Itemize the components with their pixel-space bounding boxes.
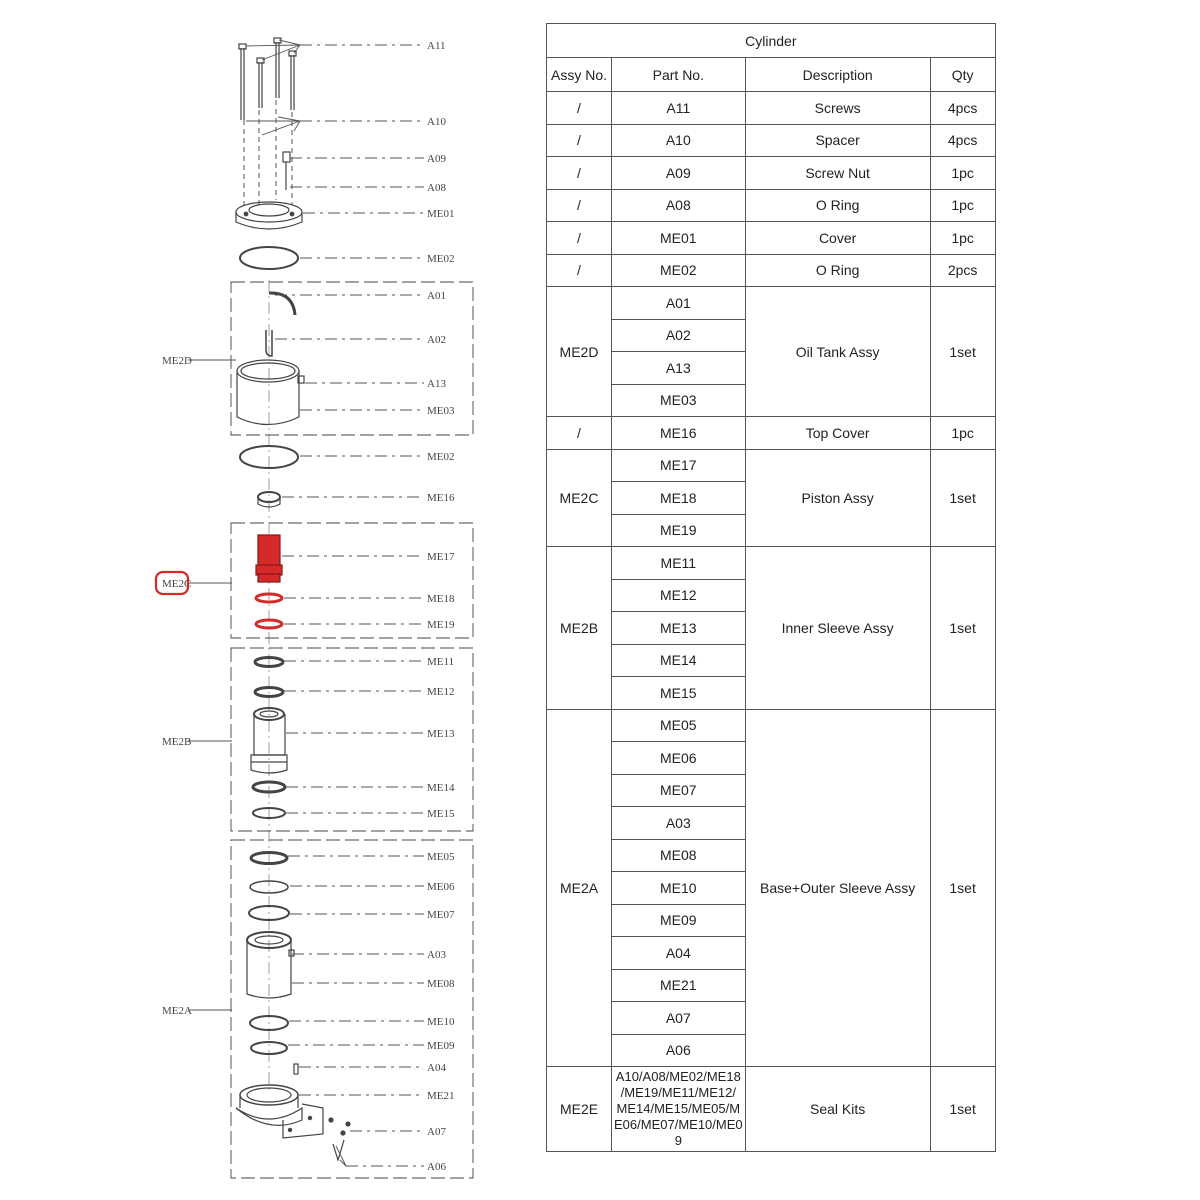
cell-assy: /: [547, 92, 612, 125]
exploded-diagram: [0, 0, 520, 1200]
cell-qty: 1set: [930, 449, 995, 547]
oil-tank-part: [237, 360, 304, 425]
callout-label: ME13: [427, 728, 455, 740]
table-title: Cylinder: [547, 24, 996, 58]
cell-desc: Base+Outer Sleeve Assy: [745, 709, 930, 1067]
table-row: [547, 92, 996, 125]
cell-assy: /: [547, 222, 612, 255]
cell-desc: Piston Assy: [745, 449, 930, 547]
cell-part: A13: [612, 352, 746, 385]
cell-part: ME14: [612, 644, 746, 677]
header-assy: Assy No.: [547, 58, 612, 92]
cell-desc: Screws: [745, 92, 930, 125]
cell-part: A07: [612, 1002, 746, 1035]
piston-part: [256, 535, 282, 582]
callout-label: ME16: [427, 492, 455, 504]
cell-part: A04: [612, 937, 746, 970]
cell-part: ME13: [612, 612, 746, 645]
callout-label: ME14: [427, 782, 455, 794]
cell-part: ME21: [612, 969, 746, 1002]
cell-assy: ME2D: [547, 287, 612, 417]
callout-label: ME02: [427, 451, 455, 463]
cell-assy: /: [547, 189, 612, 222]
seal-kit-line: E06/ME07/ME10/ME0: [614, 1117, 743, 1132]
cell-desc: Inner Sleeve Assy: [745, 547, 930, 710]
cell-assy: /: [547, 157, 612, 190]
cell-part: ME19: [612, 514, 746, 547]
table-row: [547, 417, 996, 450]
group-label-me2a: ME2A: [162, 1005, 192, 1017]
cell-part: ME05: [612, 709, 746, 742]
cell-part: ME15: [612, 677, 746, 710]
callout-label: A02: [427, 334, 446, 346]
table-row: [547, 709, 996, 742]
callout-label: ME15: [427, 808, 455, 820]
cell-qty: 1pc: [930, 189, 995, 222]
callout-label: A10: [427, 116, 446, 128]
callout-label: A03: [427, 949, 446, 961]
cell-assy: /: [547, 417, 612, 450]
cell-part: ME18: [612, 482, 746, 515]
callout-label: ME02: [427, 253, 455, 265]
table-row: [547, 449, 996, 482]
cell-assy: ME2C: [547, 449, 612, 547]
cell-part: ME06: [612, 742, 746, 775]
cell-part: A06: [612, 1034, 746, 1067]
cell-part: A10: [612, 124, 746, 157]
base-part: [236, 1085, 323, 1138]
cell-part: ME02: [612, 254, 746, 287]
cell-qty: 1set: [930, 547, 995, 710]
header-desc: Description: [745, 58, 930, 92]
inner-sleeve-part: [251, 708, 287, 773]
callout-label: ME09: [427, 1040, 455, 1052]
cell-part: A11: [612, 92, 746, 125]
cell-desc: Oil Tank Assy: [745, 287, 930, 417]
table-row: [547, 157, 996, 190]
cell-part: A02: [612, 319, 746, 352]
cell-part: ME11: [612, 547, 746, 580]
cell-qty: 1pc: [930, 157, 995, 190]
parts-table: [546, 23, 996, 1152]
table-row: [547, 222, 996, 255]
callout-label: ME19: [427, 619, 455, 631]
cell-desc: Spacer: [745, 124, 930, 157]
group-label-me2c: ME2C: [162, 578, 192, 590]
callout-label: ME03: [427, 405, 455, 417]
callout-label: A13: [427, 378, 446, 390]
cell-qty: 1set: [930, 1067, 995, 1152]
callout-label: ME18: [427, 593, 455, 605]
callout-label: A11: [427, 40, 446, 52]
cell-assy: ME2A: [547, 709, 612, 1067]
cell-desc: O Ring: [745, 254, 930, 287]
table-row: [547, 254, 996, 287]
cell-part: ME08: [612, 839, 746, 872]
callout-label: ME08: [427, 978, 455, 990]
cell-assy: ME2B: [547, 547, 612, 710]
callout-label: A09: [427, 153, 446, 165]
cell-desc: Cover: [745, 222, 930, 255]
callout-label: A01: [427, 290, 446, 302]
callout-label: ME17: [427, 551, 455, 563]
cell-part: ME12: [612, 579, 746, 612]
cell-desc: Screw Nut: [745, 157, 930, 190]
seal-kit-line: 9: [674, 1133, 682, 1148]
cell-part: ME01: [612, 222, 746, 255]
group-label-me2b: ME2B: [162, 736, 192, 748]
header-qty: Qty: [930, 58, 995, 92]
cell-assy: /: [547, 124, 612, 157]
callout-label: A07: [427, 1126, 446, 1138]
outer-sleeve-part: [247, 932, 294, 998]
cell-part: ME07: [612, 774, 746, 807]
cell-part: ME09: [612, 904, 746, 937]
cell-desc: Top Cover: [745, 417, 930, 450]
cell-assy: ME2E: [547, 1067, 612, 1152]
cell-part: A09: [612, 157, 746, 190]
callout-label: ME21: [427, 1090, 455, 1102]
group-label-me2d: ME2D: [162, 355, 192, 367]
callout-label: ME12: [427, 686, 455, 698]
table-row: [547, 124, 996, 157]
seal-kit-line: A10/A08/ME02/ME18: [615, 1069, 741, 1084]
seal-kit-line: /ME19/ME11/ME12/: [620, 1085, 736, 1100]
cell-desc: O Ring: [745, 189, 930, 222]
seal-kit-line: ME14/ME15/ME05/M: [616, 1101, 741, 1116]
cell-qty: 1set: [930, 709, 995, 1067]
cell-part: ME17: [612, 449, 746, 482]
callout-label: ME07: [427, 909, 455, 921]
cell-qty: 4pcs: [930, 124, 995, 157]
cell-part: ME03: [612, 384, 746, 417]
callout-label: A04: [427, 1062, 446, 1074]
cell-part: [612, 1067, 746, 1152]
header-part: Part No.: [612, 58, 746, 92]
cell-part: A03: [612, 807, 746, 840]
cell-part: ME10: [612, 872, 746, 905]
table-row: [547, 189, 996, 222]
cell-qty: 1pc: [930, 222, 995, 255]
cell-desc: Seal Kits: [745, 1067, 930, 1152]
callout-label: A08: [427, 182, 446, 194]
table-row: [547, 547, 996, 580]
cell-assy: /: [547, 254, 612, 287]
callout-label: ME05: [427, 851, 455, 863]
table-row: [547, 1067, 996, 1152]
cover-part: [236, 202, 302, 229]
cell-qty: 1set: [930, 287, 995, 417]
cell-qty: 4pcs: [930, 92, 995, 125]
callout-label: A06: [427, 1161, 446, 1173]
cell-part: A01: [612, 287, 746, 320]
callout-label: ME06: [427, 881, 455, 893]
callout-label: ME01: [427, 208, 455, 220]
callout-label: ME11: [427, 656, 455, 668]
cell-qty: 1pc: [930, 417, 995, 450]
cell-part: ME16: [612, 417, 746, 450]
cell-part: A08: [612, 189, 746, 222]
cell-qty: 2pcs: [930, 254, 995, 287]
table-row: [547, 287, 996, 320]
callout-label: ME10: [427, 1016, 455, 1028]
